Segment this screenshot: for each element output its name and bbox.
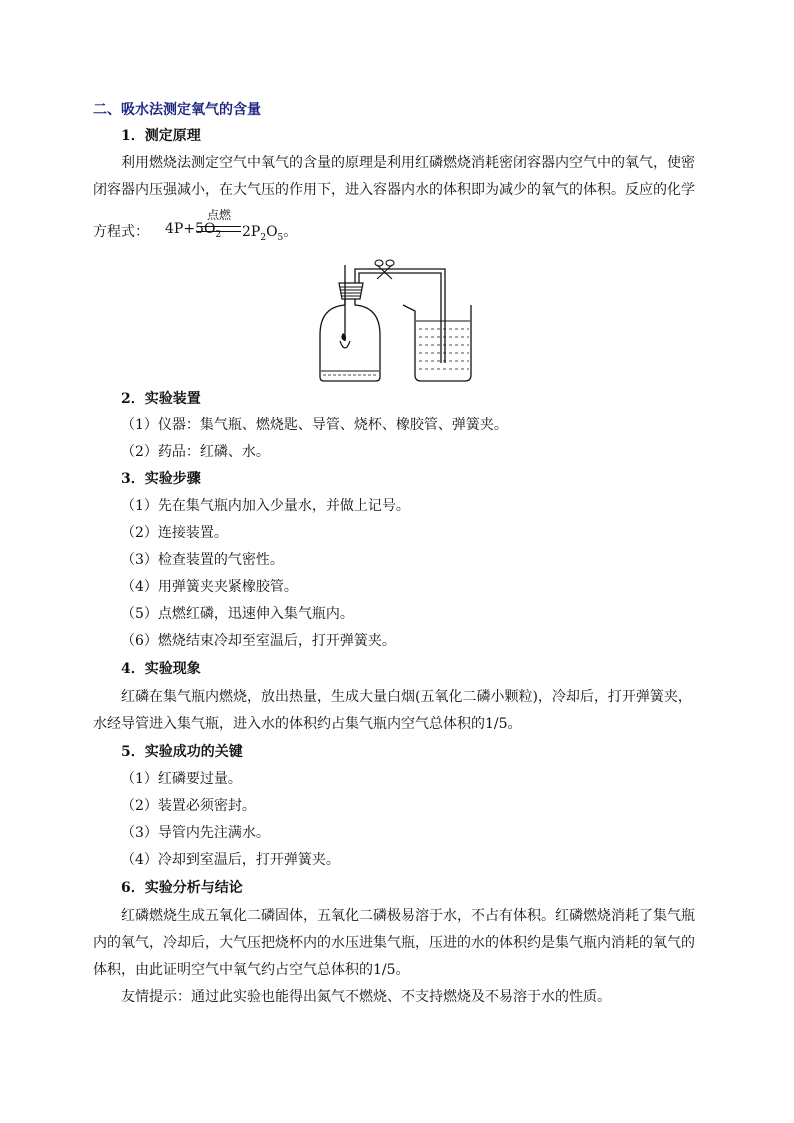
gas-collecting-jar	[320, 299, 380, 381]
equation-equals-sign	[197, 226, 241, 232]
subsection-title-keys: 5．实验成功的关键	[121, 744, 243, 760]
equation-label: 方程式：	[93, 224, 149, 240]
subsection-title-apparatus: 2．实验装置	[121, 391, 201, 407]
rubber-stopper	[339, 283, 363, 299]
list-item: （1）先在集气瓶内加入少量水，并做上记号。	[121, 498, 410, 514]
beaker-water	[419, 329, 469, 369]
list-item: （4）冷却到室温后，打开弹簧夹。	[121, 852, 340, 868]
subsection-title-principle: 1．测定原理	[121, 128, 201, 144]
list-item: （3）导管内先注满水。	[121, 825, 270, 841]
apparatus-diagram	[315, 255, 475, 385]
subsection-title-phenomenon: 4．实验现象	[121, 661, 201, 677]
section-title: 二、吸水法测定氧气的含量	[93, 102, 261, 118]
principle-paragraph: 利用燃烧法测定空气中氧气的含量的原理是利用红磷燃烧消耗密闭容器内空气中的氧气，使密闭容器内压强减小，在大气压的作用下，进入容器内水的体积即为减少的氧气的体积。反应的化学	[93, 155, 695, 198]
equation-condition: 点燃	[206, 208, 231, 222]
equation-reactants: $4P+5O_2$	[165, 221, 222, 240]
equation-products: $2P_2O_5$。	[242, 224, 298, 243]
subsection-title-conclusion: 6．实验分析与结论	[121, 880, 243, 896]
list-item: （1）仪器：集气瓶、燃烧匙、导管、烧杯、橡胶管、弹簧夹。	[121, 417, 508, 433]
delivery-tube	[355, 269, 445, 363]
list-item: （2）装置必须密封。	[121, 798, 256, 814]
list-item: （2）连接装置。	[121, 525, 228, 541]
phenomenon-paragraph: 红磷在集气瓶内燃烧，放出热量，生成大量白烟(五氧化二磷小颗粒)，冷却后，打开弹簧夹，水经导管进入集气瓶，进入水的体积约占集气瓶内空气总体积的1/5。	[93, 689, 692, 732]
friendly-tip: 友情提示：通过此实验也能得出氮气不燃烧、不支持燃烧及不易溶于水的性质。	[121, 989, 611, 1005]
list-item: （2）药品：红磷、水。	[121, 444, 270, 460]
list-item: （1）红磷要过量。	[121, 771, 242, 787]
list-item: （6）燃烧结束冷却至室温后，打开弹簧夹。	[121, 633, 396, 649]
list-item: （4）用弹簧夹夹紧橡胶管。	[121, 579, 298, 595]
beaker	[403, 305, 471, 381]
list-item: （5）点燃红磷，迅速伸入集气瓶内。	[121, 606, 354, 622]
list-item: （3）检查装置的气密性。	[121, 552, 284, 568]
conclusion-paragraph: 红磷燃烧生成五氧化二磷固体，五氧化二磷极易溶于水，不占有体积。红磷燃烧消耗了集气瓶内的氧气，冷却后，大气压把烧杯内的水压进集气瓶，压进的水的体积约是集气瓶内消耗的氧气的体积，由此证明空气中氧气约占空气总体积的1/5。	[93, 908, 695, 978]
subsection-title-steps: 3．实验步骤	[121, 471, 201, 487]
